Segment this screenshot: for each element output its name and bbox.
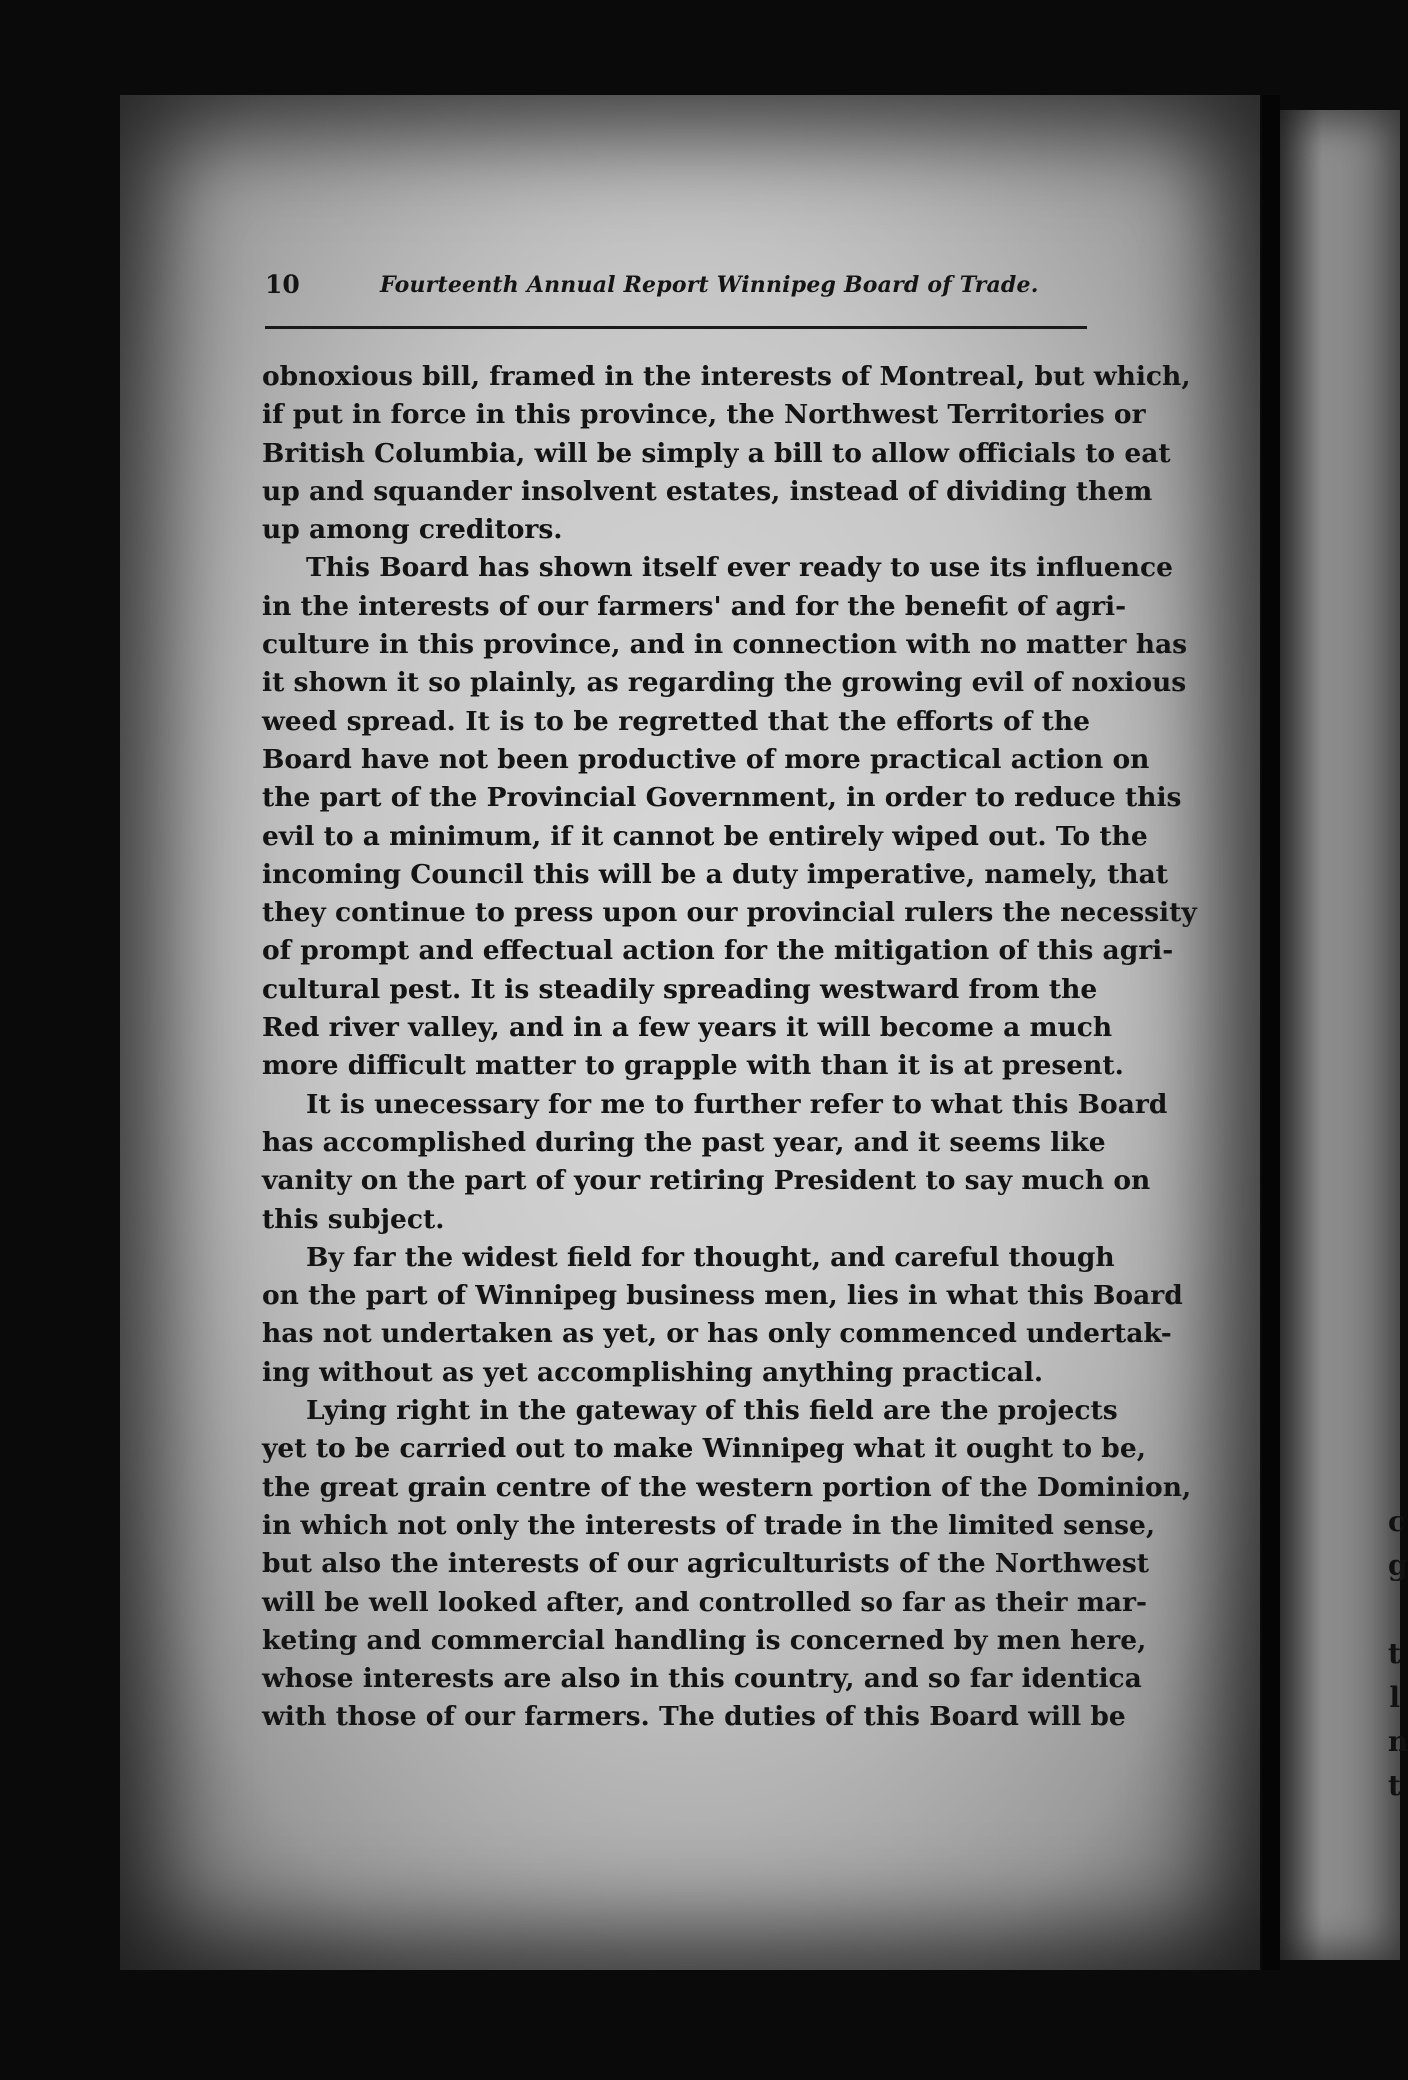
- text-line: yet to be carried out to make Winnipeg what it ought to be,: [262, 1433, 1146, 1465]
- text-line: the great grain centre of the western portion of the Dominion,: [262, 1471, 1192, 1503]
- text-line: more difficult matter to grapple with than it is at present.: [262, 1050, 1124, 1082]
- facing-fragment: c: [1388, 1505, 1406, 1538]
- text-line: if put in force in this province, the Northwest Territories or: [262, 399, 1146, 431]
- text-line: up and squander insolvent estates, instead of dividing them: [262, 475, 1153, 507]
- text-line: culture in this province, and in connection with no matter has: [262, 629, 1188, 661]
- facing-fragment: n: [1388, 1725, 1408, 1758]
- body-text: [262, 358, 1197, 1737]
- facing-fragment: t: [1388, 1637, 1401, 1670]
- text-line: By far the widest field for thought, and careful though: [306, 1241, 1115, 1273]
- text-line: weed spread. It is to be regretted that the efforts of the: [262, 705, 1090, 737]
- text-line: Board have not been productive of more practical action on: [262, 743, 1150, 775]
- facing-fragment: g: [1388, 1549, 1408, 1582]
- text-line: obnoxious bill, framed in the interests of Montreal, but which,: [262, 361, 1191, 392]
- text-line: whose interests are also in this country, and so far identica: [262, 1663, 1142, 1695]
- text-line: British Columbia, will be simply a bill to allow officials to eat: [262, 437, 1171, 469]
- text-line: of prompt and effectual action for the mitigation of this agri-: [262, 935, 1174, 967]
- text-line: keting and commercial handling is concerned by men here,: [262, 1624, 1147, 1656]
- text-line: Lying right in the gateway of this field are the projects: [306, 1395, 1118, 1427]
- facing-page-fragments: [1388, 1500, 1408, 1808]
- text-line: with those of our farmers. The duties of this Board will be: [262, 1701, 1126, 1733]
- page-header: [265, 270, 1085, 310]
- text-line: ing without as yet accomplishing anything practical.: [262, 1356, 1044, 1388]
- text-line: will be well looked after, and controlled so far as their mar-: [262, 1586, 1148, 1618]
- text-line: evil to a minimum, if it cannot be entirely wiped out. To the: [262, 820, 1148, 852]
- text-line: it shown it so plainly, as regarding the growing evil of noxious: [262, 667, 1187, 699]
- running-head: Fourteenth Annual Report Winnipeg Board of Trade.: [380, 272, 1039, 298]
- text-line: incoming Council this will be a duty imperative, namely, that: [262, 858, 1168, 890]
- facing-fragment: l: [1389, 1681, 1400, 1714]
- text-line: in which not only the interests of trade in the limited sense,: [262, 1509, 1156, 1541]
- text-line: cultural pest. It is steadily spreading westward from the: [262, 973, 1098, 1005]
- text-line: up among creditors.: [262, 514, 563, 546]
- text-line: Red river valley, and in a few years it will become a much: [262, 1012, 1113, 1044]
- text-line: but also the interests of our agriculturists of the Northwest: [262, 1548, 1150, 1580]
- text-line: in the interests of our farmers' and for the benefit of agri-: [262, 590, 1127, 622]
- text-line: has not undertaken as yet, or has only commenced undertak-: [262, 1318, 1172, 1350]
- text-line: vanity on the part of your retiring President to say much on: [262, 1165, 1151, 1197]
- page-number: 10: [265, 270, 300, 299]
- text-line: they continue to press upon our provincial rulers the necessity: [262, 897, 1197, 929]
- text-line: has accomplished during the past year, and it seems like: [262, 1126, 1106, 1158]
- text-line: this subject.: [262, 1203, 445, 1235]
- facing-fragment: t: [1388, 1769, 1401, 1802]
- text-line: It is unecessary for me to further refer to what this Board: [306, 1088, 1168, 1120]
- text-line: This Board has shown itself ever ready to use its influence: [306, 552, 1173, 584]
- header-rule: [265, 326, 1087, 329]
- text-line: on the part of Winnipeg business men, lies in what this Board: [262, 1280, 1183, 1312]
- facing-page-edge: [1280, 110, 1408, 1960]
- text-line: the part of the Provincial Government, in order to reduce this: [262, 782, 1182, 814]
- book-gutter: [1262, 95, 1280, 1970]
